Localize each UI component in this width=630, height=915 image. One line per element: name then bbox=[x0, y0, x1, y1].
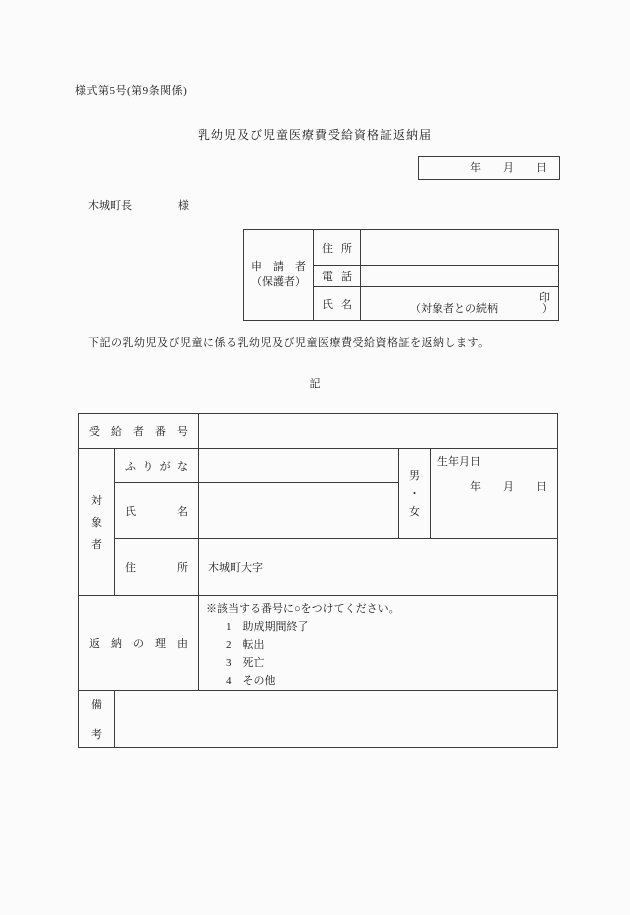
birthdate-cell bbox=[431, 449, 558, 539]
form-number: 様式第5号(第9条関係) bbox=[75, 85, 188, 97]
page-title: 乳幼児及び児童医療費受給資格証返納届 bbox=[197, 128, 432, 142]
applicant-table bbox=[243, 229, 559, 321]
applicant-address-label: 住所 bbox=[314, 230, 361, 266]
furigana-field bbox=[199, 449, 399, 483]
reason-option-1: 1 助成期間終了 bbox=[226, 621, 309, 633]
subject-address-label: 住所 bbox=[115, 539, 199, 596]
reason-cell bbox=[199, 596, 558, 691]
reason-note: ※該当する番号に○をつけてください。 bbox=[206, 603, 400, 615]
sex-label: 男 ・ 女 bbox=[409, 469, 420, 518]
furigana-label: ふりがな bbox=[115, 449, 199, 483]
subject-name-label: 氏名 bbox=[115, 483, 199, 539]
reason-label: 返納の理由 bbox=[79, 596, 199, 691]
applicant-name-field bbox=[361, 287, 559, 321]
applicant-phone-label: 電話 bbox=[314, 266, 361, 287]
subject-label-cell bbox=[79, 449, 115, 596]
addressee-line bbox=[88, 197, 189, 213]
addressee: 木城町長 bbox=[88, 200, 132, 212]
applicant-role-line2: （保護者） bbox=[251, 276, 306, 288]
date-box bbox=[418, 156, 560, 180]
details-table bbox=[78, 413, 558, 748]
recipient-number-field bbox=[199, 414, 558, 449]
subject-address-value: 木城町大字 bbox=[199, 539, 558, 596]
honorific: 様 bbox=[178, 200, 189, 212]
reason-option-3: 3 死亡 bbox=[226, 657, 265, 669]
date-placeholder: 年 月 日 bbox=[470, 162, 547, 174]
seal-mark: 印 bbox=[539, 292, 550, 304]
recipient-number-label: 受給者番号 bbox=[79, 414, 199, 449]
subject-label: 対 象 者 bbox=[91, 495, 102, 551]
applicant-role-line1: 申 請 者 bbox=[251, 261, 306, 273]
remarks-label: 備 考 bbox=[91, 699, 102, 741]
remarks-label-cell bbox=[79, 691, 115, 748]
record-heading: 記 bbox=[309, 378, 321, 390]
statement-text: 下記の乳幼児及び児童に係る乳幼児及び児童医療費受給資格証を返納します。 bbox=[88, 337, 490, 349]
sex-label-cell bbox=[399, 449, 431, 539]
reason-option-4: 4 その他 bbox=[226, 675, 276, 687]
subject-name-field bbox=[199, 483, 399, 539]
reason-option-2: 2 転出 bbox=[226, 639, 265, 651]
applicant-address-field bbox=[361, 230, 559, 266]
birthdate-placeholder: 年 月 日 bbox=[470, 481, 548, 493]
relationship-note: （対象者との続柄 ） bbox=[410, 303, 553, 315]
birthdate-label: 生年月日 bbox=[437, 456, 481, 468]
applicant-phone-field bbox=[361, 266, 559, 287]
applicant-name-label: 氏名 bbox=[314, 287, 361, 321]
applicant-role-cell bbox=[244, 230, 314, 321]
remarks-field bbox=[115, 691, 558, 748]
